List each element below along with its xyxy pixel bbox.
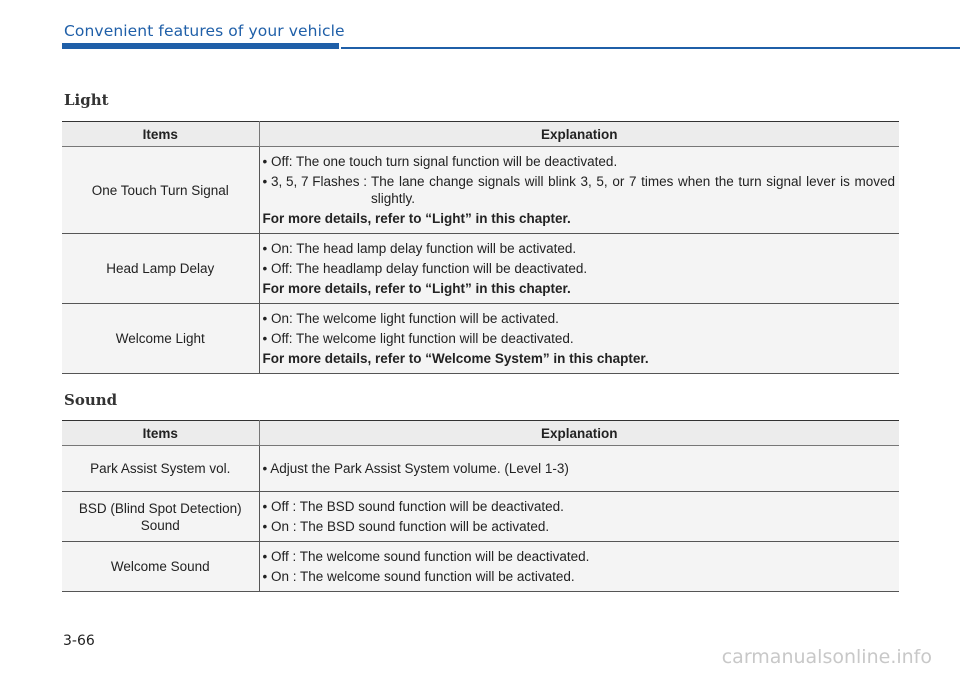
section-header-title: Convenient features of your vehicle xyxy=(64,22,345,40)
explanation-cell xyxy=(259,147,899,234)
page-number: 3-66 xyxy=(63,633,95,649)
table-row xyxy=(62,492,899,542)
item-label-line: Sound xyxy=(140,517,180,533)
column-header-explanation: Explanation xyxy=(259,122,899,147)
sound-section-title: Sound xyxy=(64,391,118,409)
item-park-assist-system-vol: Park Assist System vol. xyxy=(62,446,259,492)
explanation-line: • On : The welcome sound function will be activated. xyxy=(262,569,575,584)
explanation-cell xyxy=(259,492,899,542)
table-row xyxy=(62,147,899,234)
reference-note: For more details, refer to “Light” in this chapter. xyxy=(262,281,571,296)
watermark: carmanualsonline.info xyxy=(721,646,932,668)
table-row xyxy=(62,542,899,592)
explanation-line: • On: The welcome light function will be activated. xyxy=(262,311,559,326)
reference-note: For more details, refer to “Light” in this chapter. xyxy=(262,211,571,226)
column-header-items: Items xyxy=(62,421,259,446)
item-welcome-light: Welcome Light xyxy=(62,304,259,374)
explanation-line: • Off: The welcome light function will be deactivated. xyxy=(262,331,574,346)
explanation-line: • On: The head lamp delay function will be activated. xyxy=(262,241,577,256)
explanation-text: The lane change signals will blink 3, 5, or 7 times when the turn signal lever is moved slightly. xyxy=(371,174,895,206)
table-row xyxy=(62,234,899,304)
table-row xyxy=(62,304,899,374)
light-section-title: Light xyxy=(64,91,109,109)
explanation-lead: • 3, 5, 7 Flashes : xyxy=(262,174,368,189)
column-header-explanation: Explanation xyxy=(259,421,899,446)
explanation-cell xyxy=(259,304,899,374)
explanation-line xyxy=(263,173,896,207)
table-header-row xyxy=(62,421,899,446)
header-accent-bar xyxy=(62,43,339,49)
item-label-line: BSD (Blind Spot Detection) xyxy=(78,500,242,516)
explanation-line: • Off : The welcome sound function will be deactivated. xyxy=(262,549,590,564)
sound-table xyxy=(62,420,899,592)
explanation-line: • Off : The BSD sound function will be deactivated. xyxy=(262,499,564,514)
explanation-line: • Off: The headlamp delay function will be deactivated. xyxy=(262,261,588,276)
light-table xyxy=(62,121,899,374)
column-header-items: Items xyxy=(62,122,259,147)
table-header-row xyxy=(62,122,899,147)
reference-note: For more details, refer to “Welcome System” in this chapter. xyxy=(262,351,649,366)
item-bsd-sound xyxy=(62,492,259,542)
explanation-line: • On : The BSD sound function will be activated. xyxy=(262,519,550,534)
item-welcome-sound: Welcome Sound xyxy=(62,542,259,592)
explanation-cell xyxy=(259,234,899,304)
explanation-cell xyxy=(259,446,899,492)
explanation-line: • Off: The one touch turn signal function will be deactivated. xyxy=(262,154,618,169)
explanation-line: • Adjust the Park Assist System volume. (Level 1-3) xyxy=(262,461,569,476)
item-one-touch-turn-signal: One Touch Turn Signal xyxy=(62,147,259,234)
explanation-cell xyxy=(259,542,899,592)
table-row xyxy=(62,446,899,492)
header-rule xyxy=(341,47,960,49)
item-head-lamp-delay: Head Lamp Delay xyxy=(62,234,259,304)
